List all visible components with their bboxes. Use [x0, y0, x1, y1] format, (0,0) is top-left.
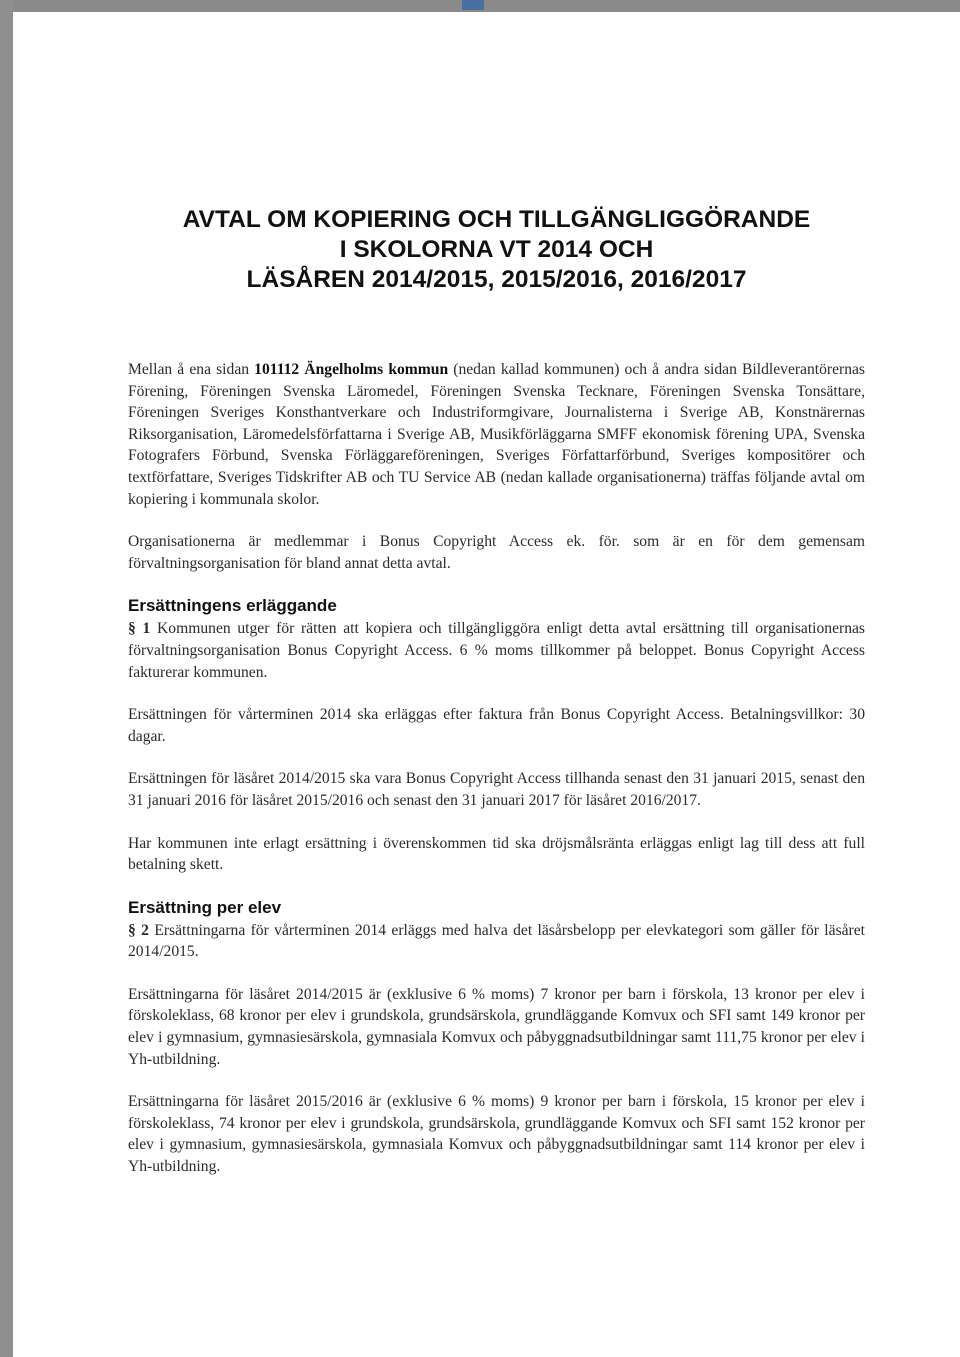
intro-lead: Mellan å ena sidan [128, 361, 255, 378]
section-2-paragraph-3: Ersättningarna för läsåret 2015/2016 är (exklusive 6 % moms) 9 kronor per barn i förskola, 15 kronor per elev i förskoleklass, 74 kronor per elev i grundskola, grundsärskola, grundläggande Komvux och SFI samt 152 kronor per elev i gymnasium, gymnasiesärskola, gymnasiala Komvux och påbyggnadsutbildningar samt 114 kronor per elev i Yh-utbildning. [128, 1093, 865, 1176]
title-line-3: LÄSÅREN 2014/2015, 2015/2016, 2016/2017 [246, 266, 747, 293]
section-mark: § 2 [128, 921, 149, 939]
scan-border-left [0, 0, 13, 1357]
section-1-paragraph-1 [128, 618, 865, 683]
section-1-paragraph-4: Har kommunen inte erlagt ersättning i överenskommen tid ska dröjsmålsränta erläggas enligt lag till dess att full betalning skett. [128, 834, 865, 874]
section-1-heading: Ersättningens erläggande [128, 596, 337, 616]
municipality-name: 101112 Ängelholms kommun [254, 361, 449, 378]
intro-paragraph [128, 359, 865, 510]
members-paragraph: Organisationerna är medlemmar i Bonus Copyright Access ek. för. som är en för dem gemensam förvaltningsorganisation för bland annat detta avtal. [128, 533, 865, 572]
section-2-paragraph-1 [128, 920, 865, 963]
section-mark: § 1 [128, 620, 151, 638]
intro-rest: (nedan kallad kommunen) och å andra sidan Bildleverantörernas Förening, Föreningen Svenska Läromedel, Föreningen Svenska Tecknare, Föreningen Svenska Tonsättare, Föreningen Sveriges Konsthantverkare och Industriformgivare, Journalisterna i Sverige AB, Konstnärernas Riksorganisation, Läromedelsförfattarna i Sverige AB, Musikförläggarna SMFF ekonomisk förening UPA, Svenska Fotografers Förbund, Svenska Förläggareföreningen, Sveriges Författarförbund, Sveriges kompositörer och textförfattare, Sveriges Tidskrifter AB och TU Service AB (nedan kallade organisationerna) träffas följande avtal om kopiering i kommunala skolor. [128, 361, 866, 508]
section-2-heading: Ersättning per elev [128, 897, 282, 917]
section-1-text: Kommunen utger för rätten att kopiera och tillgängliggöra enligt detta avtal ersättning till organisationernas förvaltningsorganisation Bonus Copyright Access. 6 % moms tillkommer på beloppet. Bonus Copyright Access fakturerar kommunen. [128, 620, 865, 681]
document-page [128, 205, 865, 1178]
title-line-1: AVTAL OM KOPIERING OCH TILLGÄNGLIGGÖRANDE [182, 206, 811, 233]
section-1-paragraph-2: Ersättningen för vårterminen 2014 ska erläggas efter faktura från Bonus Copyright Access. Betalningsvillkor: 30 dagar. [128, 706, 865, 745]
scan-mark [462, 0, 484, 10]
section-2-text: Ersättningarna för vårterminen 2014 erläggs med halva det läsårsbelopp per elevkategori som gäller för läsåret 2014/2015. [128, 921, 866, 961]
title-line-2: I SKOLORNA VT 2014 OCH [339, 236, 654, 263]
section-1-paragraph-3: Ersättningen för läsåret 2014/2015 ska vara Bonus Copyright Access tillhanda senast den 31 januari 2015, senast den 31 januari 2016 för läsåret 2015/2016 och senast den 31 januari 2017 för läsåret 2016/2017. [128, 770, 865, 809]
section-2-paragraph-2: Ersättningarna för läsåret 2014/2015 är (exklusive 6 % moms) 7 kronor per barn i förskola, 13 kronor per elev i förskoleklass, 68 kronor per elev i grundskola, grundsärskola, grundläggande Komvux och SFI samt 149 kronor per elev i gymnasium, gymnasiesärskola, gymnasiala Komvux och påbyggnadsutbildningar samt 111,75 kronor per elev i Yh-utbildning. [128, 985, 865, 1068]
document-title [128, 205, 865, 295]
